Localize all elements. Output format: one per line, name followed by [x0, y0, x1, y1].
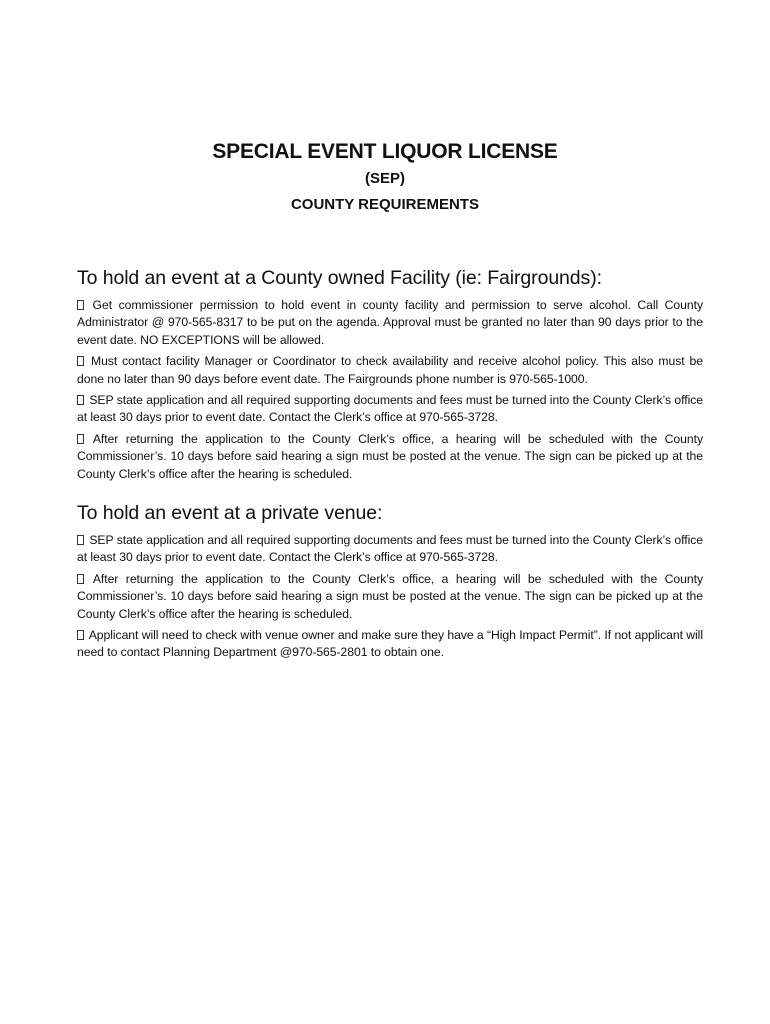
section-private-venue — [77, 500, 703, 666]
missing-glyph-box-icon — [77, 395, 84, 405]
document-title: SPECIAL EVENT LIQUOR LICENSE — [212, 140, 558, 163]
missing-glyph-box-icon — [77, 300, 84, 310]
document-subtitle-requirements: COUNTY REQUIREMENTS — [290, 196, 480, 213]
list-item-text: Get commissioner permission to hold event in county facility and permission to serve alcohol. Call County Administrator @ 970-565-8317 to be put on the agenda. Approval must be granted no later than 90 days prior to the event date. NO EXCEPTIONS will be allowed. — [77, 298, 703, 347]
missing-glyph-box-icon — [77, 434, 84, 444]
list-item-text: SEP state application and all required supporting documents and fees must be turned into the County Clerk’s office at least 30 days prior to event date. Contact the Clerk’s office at 970-565-3728. — [77, 393, 703, 425]
list-item-text: SEP state application and all required supporting documents and fees must be turned into the County Clerk’s office at least 30 days prior to event date. Contact the Clerk’s office at 970-565-3728. — [77, 533, 703, 565]
section-county-facility — [77, 265, 703, 487]
missing-glyph-box-icon — [77, 535, 84, 545]
document-header — [0, 138, 770, 215]
missing-glyph-box-icon — [77, 574, 84, 584]
document-subtitle: (SEP) — [364, 170, 405, 187]
missing-glyph-box-icon — [77, 630, 84, 640]
list-item — [77, 627, 703, 662]
list-item-text: After returning the application to the County Clerk’s office, a hearing will be scheduled with the County Commissioner’s. 10 days before said hearing a sign must be posted at the venue. The sign can be picked up at the County Clerk’s office after the hearing is scheduled. — [77, 571, 703, 621]
section-heading: To hold an event at a County owned Facility (ie: Fairgrounds): — [77, 267, 602, 289]
list-item — [77, 297, 703, 349]
list-item — [77, 392, 703, 427]
missing-glyph-box-icon — [77, 356, 84, 366]
list-item-text: Must contact facility Manager or Coordinator to check availability and receive alcohol policy. This also must be done no later than 90 days before event date. The Fairgrounds phone number is 970-565-1000. — [77, 354, 703, 386]
list-item — [77, 353, 703, 388]
list-item-text: After returning the application to the County Clerk’s office, a hearing will be scheduled with the County Commissioner’s. 10 days before said hearing a sign must be posted at the venue. The sign can be picked up at the County Clerk’s office after the hearing is scheduled. — [77, 431, 703, 481]
list-item — [77, 431, 703, 483]
list-item — [77, 532, 703, 567]
section-heading: To hold an event at a private venue: — [77, 502, 383, 524]
list-item — [77, 571, 703, 623]
list-item-text: Applicant will need to check with venue owner and make sure they have a “High Impact Permit”. If not applicant will need to contact Planning Department @970-565-2801 to obtain one. — [77, 628, 703, 660]
